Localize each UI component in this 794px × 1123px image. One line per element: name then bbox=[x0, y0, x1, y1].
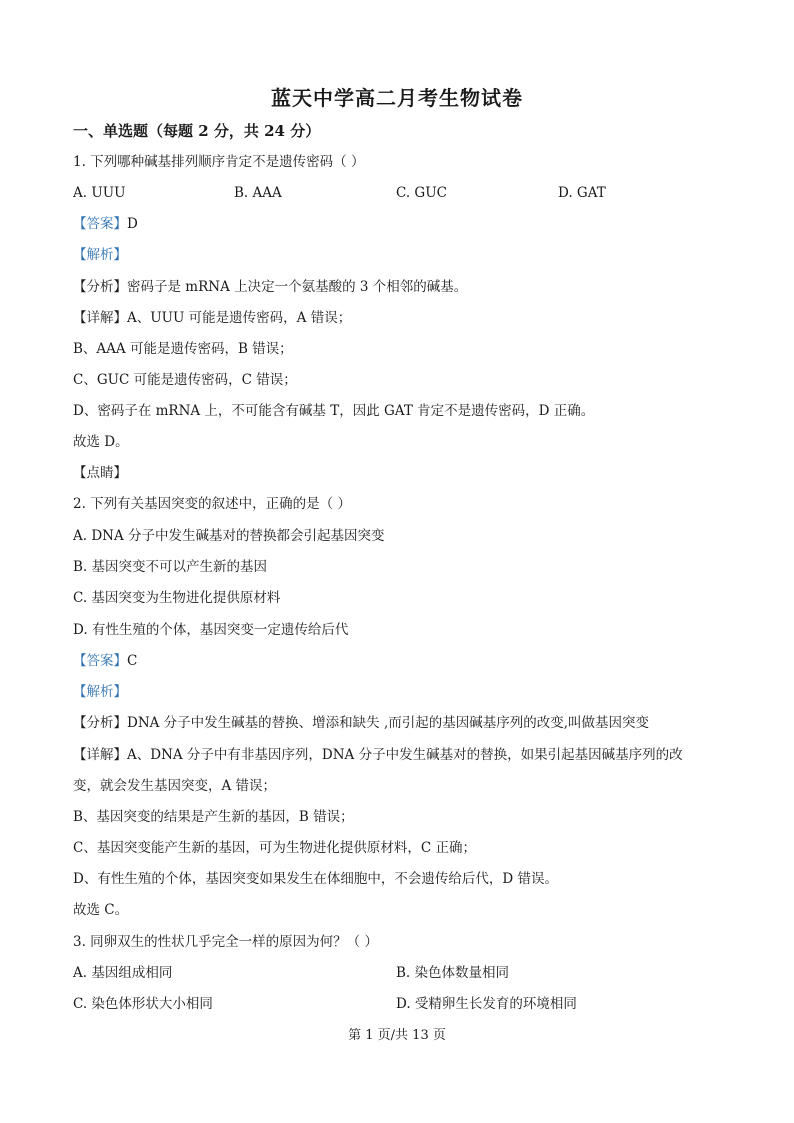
q1-analysis-line: 【点睛】 bbox=[73, 465, 127, 481]
q1-option-c: C. GUC bbox=[396, 185, 447, 201]
q2-answer bbox=[73, 651, 137, 671]
q1-analysis-line: B、AAA 可能是遗传密码，B 错误； bbox=[73, 341, 293, 357]
q2-analysis-line: 【分析】DNA 分子中发生碱基的替换、增添和缺失 ,而引起的基因碱基序列的改变,叫做基因突变 bbox=[73, 715, 650, 731]
q1-analysis-tag: 【解析】 bbox=[73, 247, 127, 263]
q1-analysis-line: 故选 D。 bbox=[73, 434, 129, 450]
q1-analysis-line: C、GUC 可能是遗传密码，C 错误； bbox=[73, 372, 297, 388]
q1-answer bbox=[73, 214, 138, 234]
answer-value: C bbox=[127, 653, 138, 669]
q2-analysis-line: C、基因突变能产生新的基因，可为生物进化提供原材料，C 正确； bbox=[73, 840, 476, 856]
q3-option-b: B. 染色体数量相同 bbox=[396, 965, 510, 981]
q1-analysis-line: 【详解】A、UUU 可能是遗传密码，A 错误； bbox=[73, 310, 352, 326]
q2-analysis-tag: 【解析】 bbox=[73, 684, 127, 700]
question-2-stem: 2. 下列有关基因突变的叙述中，正确的是（ ） bbox=[73, 496, 351, 512]
answer-tag: 【答案】 bbox=[73, 653, 127, 669]
question-3-stem: 3. 同卵双生的性状几乎完全一样的原因为何？（ ） bbox=[73, 934, 378, 950]
q2-option-c: C. 基因突变为生物进化提供原材料 bbox=[73, 590, 281, 606]
q2-analysis-line: 变，就会发生基因突变，A 错误； bbox=[73, 778, 277, 794]
q2-option-a: A. DNA 分子中发生碱基对的替换都会引起基因突变 bbox=[73, 528, 385, 544]
q3-option-a: A. 基因组成相同 bbox=[73, 965, 173, 981]
answer-value: D bbox=[127, 216, 138, 232]
q1-option-d: D. GAT bbox=[558, 185, 606, 201]
q2-analysis-line: B、基因突变的结果是产生新的基因，B 错误； bbox=[73, 809, 354, 825]
q1-analysis-line: 【分析】密码子是 mRNA 上决定一个氨基酸的 3 个相邻的碱基。 bbox=[73, 279, 468, 295]
q2-analysis-line: 故选 C。 bbox=[73, 902, 129, 918]
q2-analysis-line: D、有性生殖的个体，基因突变如果发生在体细胞中，不会遗传给后代，D 错误。 bbox=[73, 871, 558, 887]
section-heading: 一、单选题（每题 2 分，共 24 分） bbox=[73, 122, 321, 140]
page-footer: 第 1 页/共 13 页 bbox=[348, 1028, 446, 1043]
q3-option-c: C. 染色体形状大小相同 bbox=[73, 996, 213, 1012]
page-title: 蓝天中学高二月考生物试卷 bbox=[271, 86, 523, 110]
q2-analysis-line: 【详解】A、DNA 分子中有非基因序列，DNA 分子中发生碱基对的替换，如果引起基因碱基序列的改 bbox=[73, 747, 683, 763]
q1-option-b: B. AAA bbox=[234, 185, 282, 201]
q2-option-b: B. 基因突变不可以产生新的基因 bbox=[73, 559, 268, 575]
answer-tag: 【答案】 bbox=[73, 216, 127, 232]
q3-option-d: D. 受精卵生长发育的环境相同 bbox=[396, 996, 577, 1012]
q1-option-a: A. UUU bbox=[73, 185, 126, 201]
q1-analysis-line: D、密码子在 mRNA 上，不可能含有碱基 T，因此 GAT 肯定不是遗传密码，D 正确。 bbox=[73, 403, 595, 419]
q2-option-d: D. 有性生殖的个体，基因突变一定遗传给后代 bbox=[73, 622, 349, 638]
question-1-stem: 1. 下列哪种碱基排列顺序肯定不是遗传密码（ ） bbox=[73, 154, 365, 170]
